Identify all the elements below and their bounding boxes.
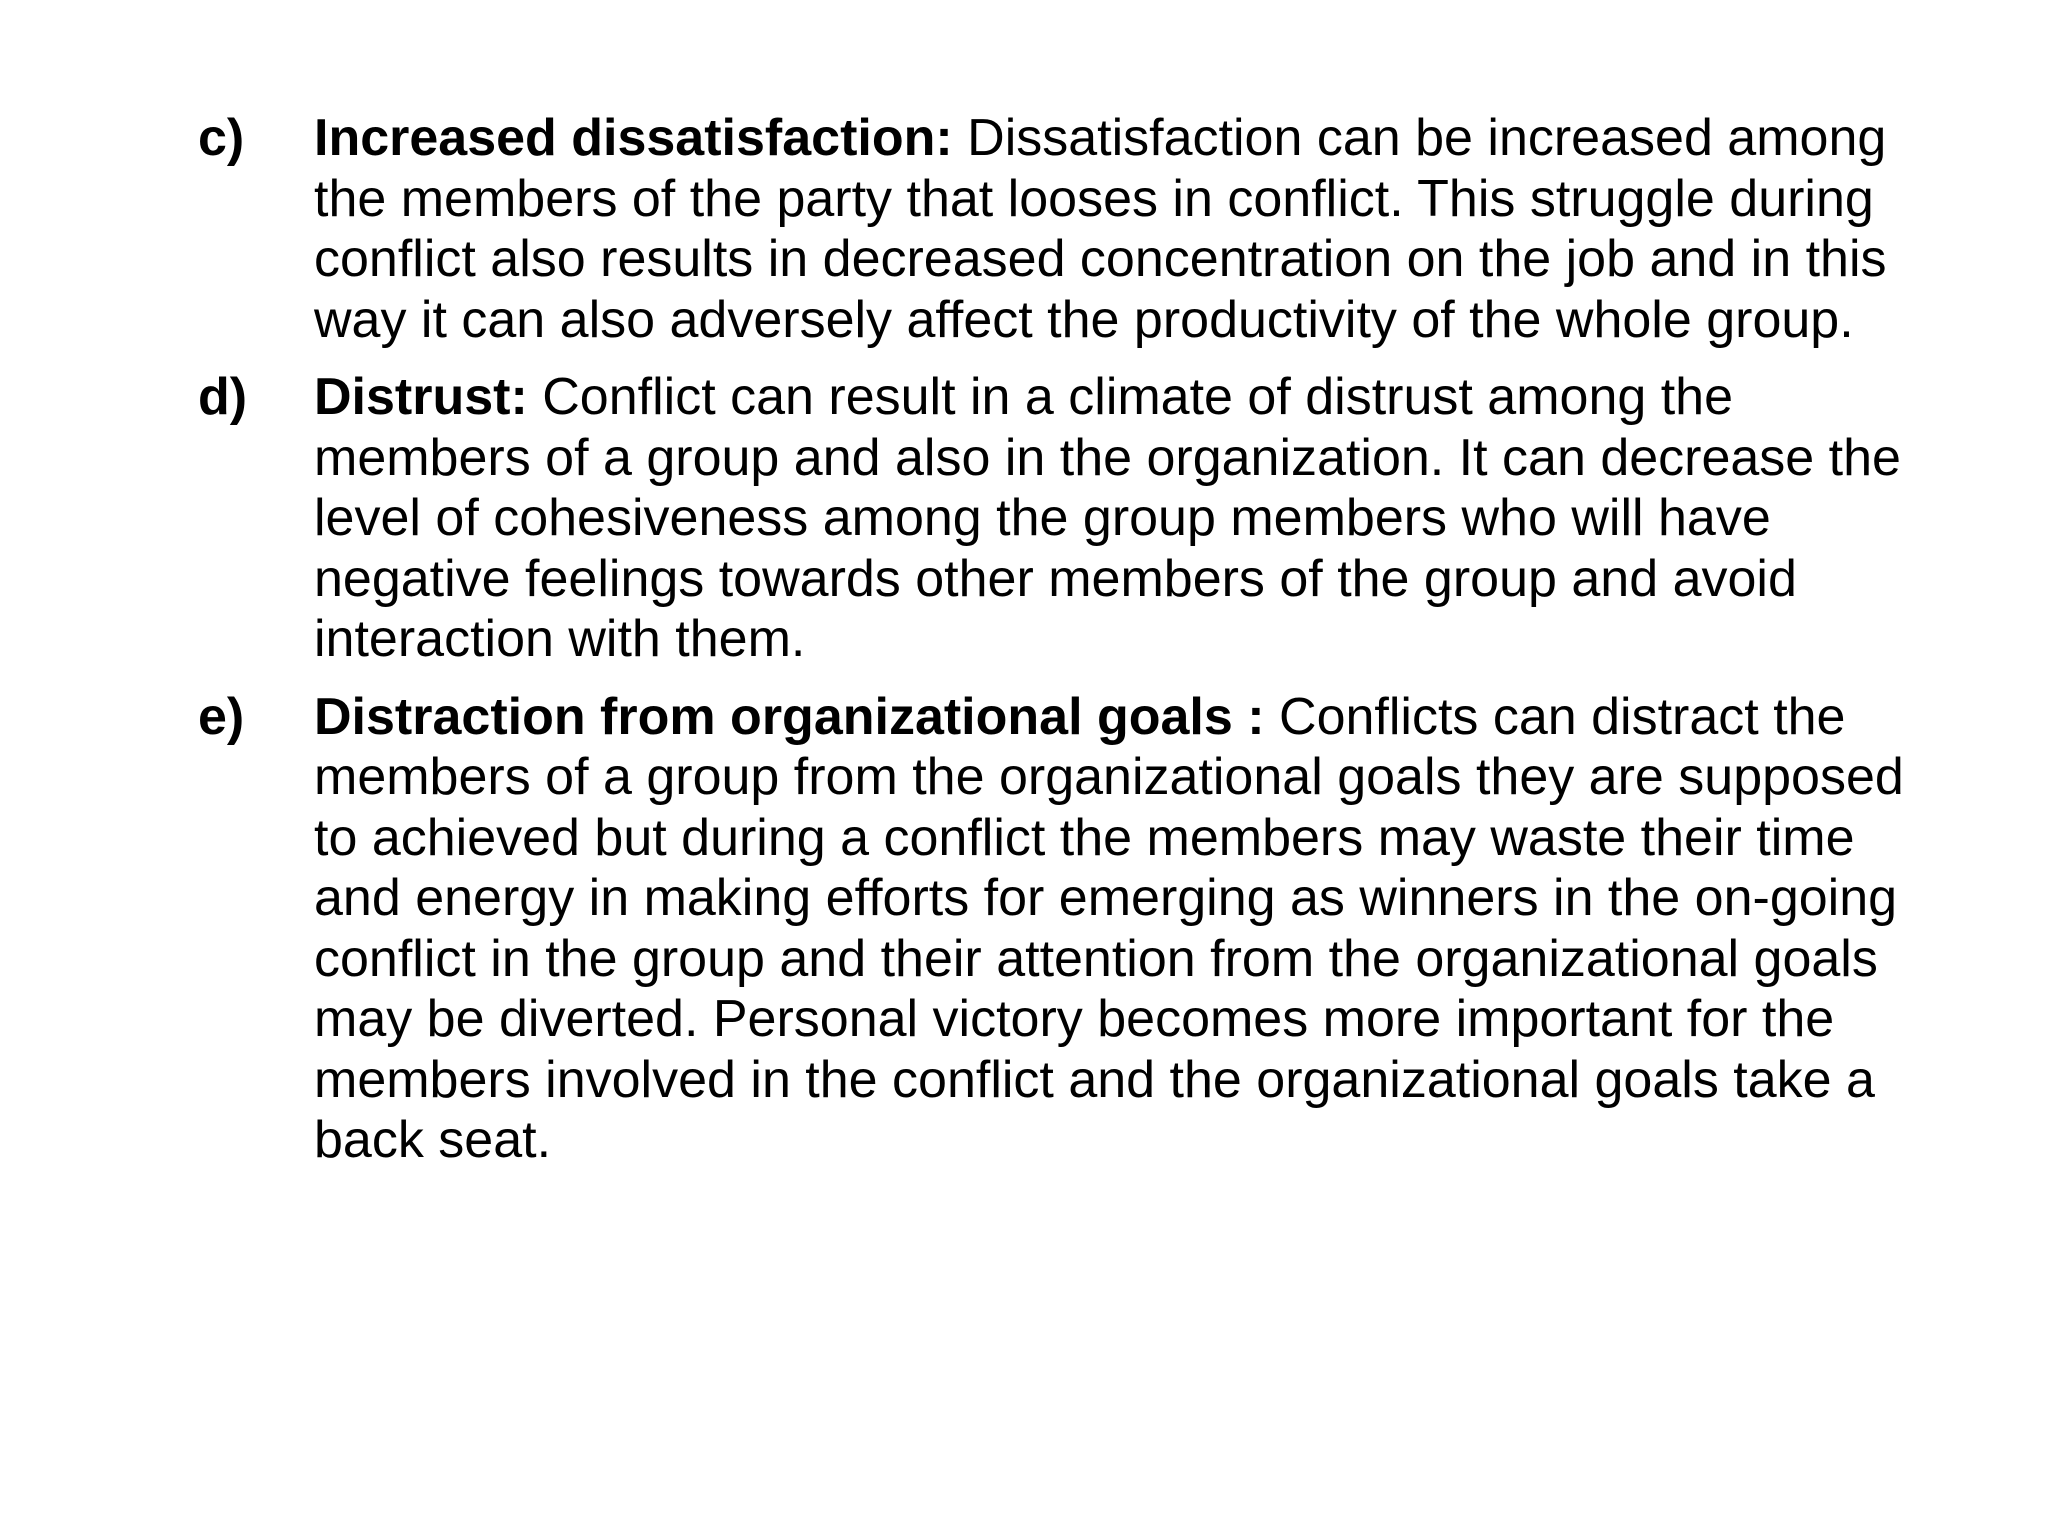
item-text: Conflict can result in a climate of distrust among the members of a group and also in the organization. It can decrease the level of cohesiveness among the group members who will have negative feelings towards other members of the group and avoid interaction with them. (314, 368, 1901, 668)
list-item-distraction (198, 687, 1938, 1171)
list-item-body (314, 367, 1938, 670)
item-term: Distraction from organizational goals : (314, 687, 1265, 746)
list-item-body (314, 108, 1938, 350)
list-marker: d) (198, 368, 248, 426)
list-marker: c) (198, 109, 245, 167)
list-item-body (314, 687, 1938, 1171)
item-text: Dissatisfaction can be increased among the members of the party that looses in conflict. This struggle during conflict also results in decreased concentration on the job and in this way it can also adversely affect the productivity of the whole group. (314, 109, 1887, 349)
effects-list (198, 108, 1938, 1171)
item-term: Distrust: (314, 368, 528, 426)
list-item-dissatisfaction (198, 108, 1938, 350)
item-text: Conflicts can distract the members of a group from the organizational goals they are supposed to achieved but during a conflict the members may waste their time and energy in making efforts for emerging as winners in the on-going conflict in the group and their attention from the organizational goals may be diverted. Personal victory becomes more important for the members involved in the conflict and the organizational goals take a back seat. (314, 687, 1904, 1169)
list-item-distrust (198, 367, 1938, 670)
list-marker: e) (198, 687, 245, 746)
item-term: Increased dissatisfaction: (314, 109, 953, 167)
